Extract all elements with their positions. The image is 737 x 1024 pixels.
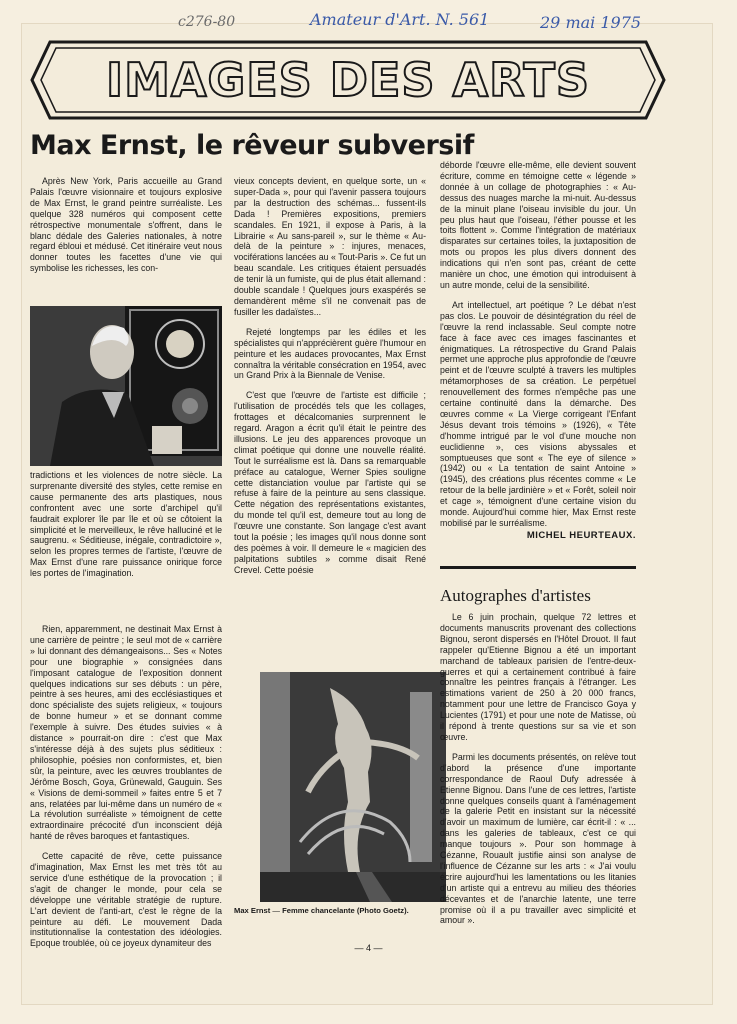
photo-femme-chancelante-image (260, 672, 446, 902)
paragraph: Cette capacité de rêve, cette puissance d'imagination, Max Ernst les met très tôt au service d'une esthétique de la provocation ; il s'agit de changer le monde, pour cela se développe une véritable stratégie de rupture. L'art devient de l'anti-art, c'est le règne de la peinture au défi. Le mouvement Dada institutionnalise la contestation des idéologies. Epoque troublée, où ce joyeux dynamiteur des (30, 851, 222, 949)
banner-title: IMAGES DES ARTS (105, 53, 591, 107)
caption-artist: Max Ernst (234, 906, 271, 915)
paragraph: Le 6 juin prochain, quelque 72 lettres et documents manuscrits provenant des collections Bignou, seront dispersés en l'Hôtel Drouot. Il faut rappeler qu'Etienne Bignou a été un important marchand de tableaux parisien de l'entre-deux-guerres et qui a certainement contribué à faire connaître les peintres français à l'étranger. Les estimations varient de 250 à 20 000 francs, notamment pour une lettre de Francisco Goya y Lucientes (1791) et pour une note de Matisse, où il répond à trente questions sur sa vie et son œuvre. (440, 612, 636, 742)
paragraph: déborde l'œuvre elle-même, elle devient souvent écriture, comme en témoigne cette « légende » donnée à un collage de photographies : « Au-dessus des nuages marche la mi-nuit. Au-dessus de la minuit plane l'oiseau invisible du jour. Un peu plus haut que l'oiseau, l'éther pousse et les toits flottent ». Comme l'intégration de matériaux disparates sur certaines toiles, la juxtaposition de mots ou propos les plus divers donnent des indications qui n'en sont pas, créant de cette manière un choc, une émotion qui introduisent à un autre monde, celui de la sensibilité. (440, 160, 636, 290)
autographs-heading: Autographes d'artistes (440, 586, 591, 605)
article-column-1-intro (30, 176, 222, 294)
article-column-2 (234, 176, 426, 651)
caption-text: Femme chancelante (Photo Goetz). (282, 906, 409, 915)
paragraph: Art intellectuel, art poétique ? Le débat n'est pas clos. Le pouvoir de désintégration du réel de l'œuvre la rend inclassable. Seul compte notre face à face avec ces images fascinantes et énigmatiques. La rétrospective du Grand Palais permet une approche plus approfondie de l'œuvre peint et de l'œuvre sculpté à travers les multiples métamorphoses de sa création. Le perpétuel renouvellement des formes n'empêche pas une certaine continuité dans la démarche. Des œuvres comme « La Vierge corrigeant l'Enfant Jésus devant trois témoins » (1926), « Tête d'homme intrigué par le vol d'une mouche non euclidienne », ces visions abyssales et somptueuses que sont « The eye of silence » (1942) ou « La tentation de saint Antoine » (1945), des créations plus récentes comme « Le retour de la belle jardinière » et « Forêt, soleil noir et cage », témoignent d'une certaine vision du monde. Aujourd'hui comme hier, Max Ernst reste mobilisé par le surréalisme. (440, 299, 636, 528)
article-title: Max Ernst, le rêveur subversif (30, 130, 474, 161)
section-divider (440, 566, 636, 569)
pencil-reference-code: c276-80 (178, 14, 236, 30)
article-column-1-continued (30, 470, 222, 623)
page-number: — 4 — (354, 943, 383, 953)
autographs-article (440, 612, 636, 942)
paragraph: C'est que l'œuvre de l'artiste est difficile ; l'utilisation de procédés tels que les collages, frottages et décalcomanies surprennent le regard. Aragon a écrit qu'il était le peintre des illusions. Le jeu des apparences provoque un climat poétique qui donne une nouvelle réalité. Tout le surréalisme est là. Dans sa remarquable préface au catalogue, Werner Spies souligne cette distanciation voulue par l'artiste qui se refuse à faire de la peinture au sens classique. Cette négation des représentations existantes, du monde tel qu'il est, demeure tout au long de l'œuvre une constante. Son langage c'est avant tout la poésie ; les images qu'il nous donne sont des poèmes à voir. Il demeure le « magicien des palpitations subtiles » comme disait René Crevel. Cette poésie (234, 390, 426, 575)
handwritten-date-note: 29 mai 1975 (540, 13, 642, 32)
paragraph: Rejeté longtemps par les édiles et les spécialistes qui n'apprécièrent guère l'humour en peinture et les audaces provocantes, Max Ernst connaîtra la véritable consécration en 1954, avec un Grand Prix à la Biennale de Venise. (234, 326, 426, 381)
paragraph: Rien, apparemment, ne destinait Max Ernst à une carrière de peintre ; le seul mot de « carrière » lui donnant des démangeaisons... Ses « Notes pour une biographie » consignées dans l'imposant catalogue de l'exposition donnent quelques indications sur ses débuts : un père, peintre à ses heures, ami des ecclésiastiques et donc spécialiste des sujets religieux, « toujours de bonne humeur » et se donnant comme l'exemple à suivre. Des études suivies « à distance » pourrait-on dire : c'est que Max s'intéresse déjà à des sujets plus séditieux : philosophie, poésies non conformistes, et, bien sûr, la peinture, avec les œuvres troublantes de Jérôme Bosch, Goya, Grünewald, Gauguin. Ses « Visions de demi-sommeil » faites entre 5 et 7 ans, relatées par lui-même dans un numéro de « La révolution surréaliste » témoignent de cette extraordinaire précocité d'un inconscient déjà hanté de rêves baroques et fantastiques. (30, 624, 222, 842)
paragraph: Après New York, Paris accueille au Grand Palais l'œuvre visionnaire et toujours explosive de Max Ernst, le grand peintre surréaliste. Les quelque 328 numéros qui composent cette rétrospective monumentale s'offrent, dans le blanc dédale des Galeries nationales, à notre regard ébloui et médusé. Cet itinéraire veut nous donner toutes les facettes d'une vie qui symbolise les richesses, les con- (30, 176, 222, 274)
photo-max-ernst-image (30, 306, 222, 466)
section-banner (30, 40, 666, 120)
paragraph: vieux concepts devient, en quelque sorte, un « super-Dada », pour qui l'avenir passera toujours par la destruction des schémas... fussent-ils Dada ! Premières expositions, premiers scandales. En 1921, il expose à Paris, à la Librairie « Au sans-pareil », sur le thème « Au-delà de la peinture » : injures, menaces, vociférations lancées au « Tout-Paris ». Ce fut un beau scandale. Les critiques étaient persuadés de tenir là un fumiste, qui de plus était allemand : double scandale ! Quelques jours exaspérés se demandèrent même s'il ne convenait pas de fusiller les dadaïstes... (234, 176, 426, 317)
caption-separator: — (272, 906, 281, 915)
handwritten-source-note: Amateur d'Art. N. 561 (310, 10, 490, 29)
artwork-photo-femme-chancelante (260, 672, 446, 902)
article-column-3 (440, 160, 636, 526)
article-author: MICHEL HEURTEAUX. (526, 530, 636, 541)
article-column-1-bottom (30, 624, 222, 949)
photo-caption (234, 906, 426, 916)
paragraph: Parmi les documents présentés, on relève tout d'abord la présence d'une importante correspondance de Raoul Dufy adressée à Etienne Bignou. Dans l'une de ces lettres, l'artiste donne quelques conseils quant à l'aménagement de la galerie Petit en insistant sur la nécessité d'avoir un maximum de lumière, car écrit-il : « ... dans les galeries de tableaux, c'est ce qui manque toujours ». Pour son hommage à Cézanne, Rouault justifie ainsi son analyse de l'influence de Cézanne sur les arts : « J'ai voulu écrire aujourd'hui les lamentations ou les litanies d'un artiste qui a entrevu au milieu des théories décevantes et de l'anarchie latente, une terre promise où il a pu travailler avec simplicité et amour ». (440, 751, 636, 926)
portrait-photo-max-ernst (30, 306, 222, 466)
paragraph: tradictions et les violences de notre siècle. La surprenante diversité des styles, cette remise en cause permanente des arts plastiques, nous confrontent avec une sorte d'archipel qu'il faudrait explorer île par île et où se côtoient la simplicité et le merveilleux, le rêve halluciné et le saugrenu. « Séditieuse, inégale, contradictoire », selon les propres termes de l'artiste, l'œuvre de Max Ernst d'une rare puissance onirique force les portes de l'imagination. (30, 470, 222, 579)
